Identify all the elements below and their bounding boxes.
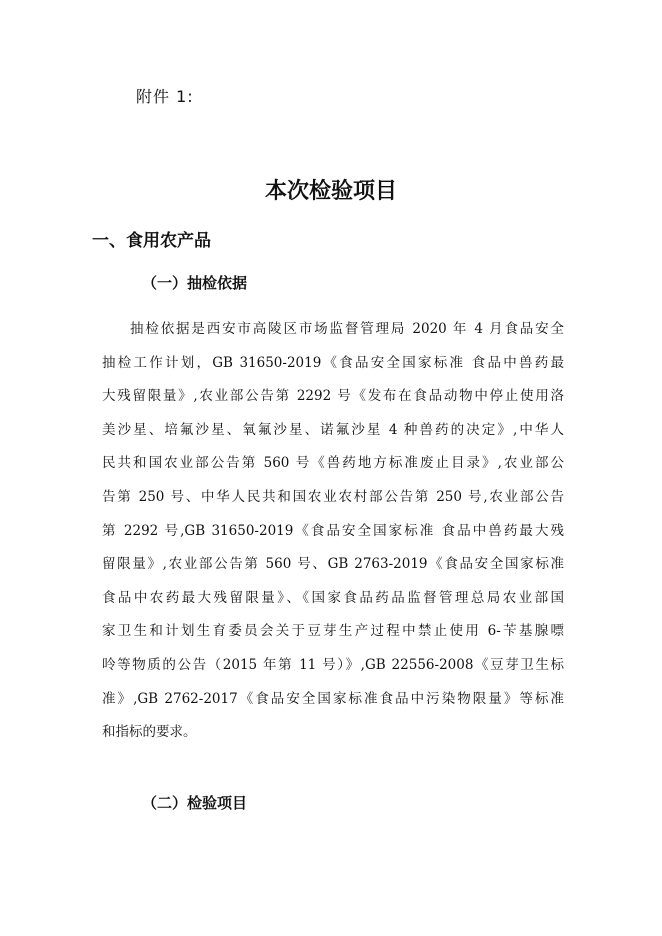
paragraph-line: 告第 250 号、中华人民共和国农业农村部公告第 250 号,农业部公告	[102, 488, 564, 505]
attachment-label: 附件 1:	[136, 87, 194, 106]
paragraph-line: 食品中农药最大残留限量》、《国家食品药品监督管理总局农业部国	[102, 589, 564, 606]
paragraph-line: 美沙星、培氟沙星、氧氟沙星、诺氟沙星 4 种兽药的决定》,中华人	[102, 421, 564, 438]
paragraph-line: 呤等物质的公告（2015 年第 11 号）》,GB 22556-2008《豆芽卫生标	[102, 656, 564, 673]
paragraph-line: 留限量》,农业部公告第 560 号、GB 2763-2019《食品安全国家标准	[102, 556, 564, 573]
paragraph-line: 家卫生和计划生育委员会关于豆芽生产过程中禁止使用 6-苄基腺嘌	[102, 623, 564, 640]
paragraph-line: 准》,GB 2762-2017《食品安全国家标准食品中污染物限量》等标准	[102, 690, 564, 707]
paragraph-line: 和指标的要求。	[102, 724, 197, 741]
sampling-basis-paragraph	[102, 317, 564, 754]
page-title: 本次检验项目	[264, 179, 397, 204]
section-heading-edible-agricultural-products: 一、食用农产品	[92, 231, 211, 251]
paragraph-line: 民共和国农业部公告第 560 号《兽药地方标准废止目录》,农业部公	[102, 455, 564, 472]
paragraph-line: 抽检工作计划，GB 31650-2019《食品安全国家标准 食品中兽药最	[102, 354, 564, 371]
subsection-heading-inspection-items: （二）检验项目	[142, 794, 248, 812]
paragraph-line: 抽检依据是西安市高陵区市场监督管理局 2020 年 4 月食品安全	[130, 321, 564, 337]
subsection-heading-sampling-basis: （一）抽检依据	[142, 274, 248, 292]
paragraph-line: 第 2292 号,GB 31650-2019《食品安全国家标准 食品中兽药最大残	[102, 522, 564, 539]
paragraph-line: 大残留限量》,农业部公告第 2292 号《发布在食品动物中停止使用洛	[102, 388, 564, 405]
